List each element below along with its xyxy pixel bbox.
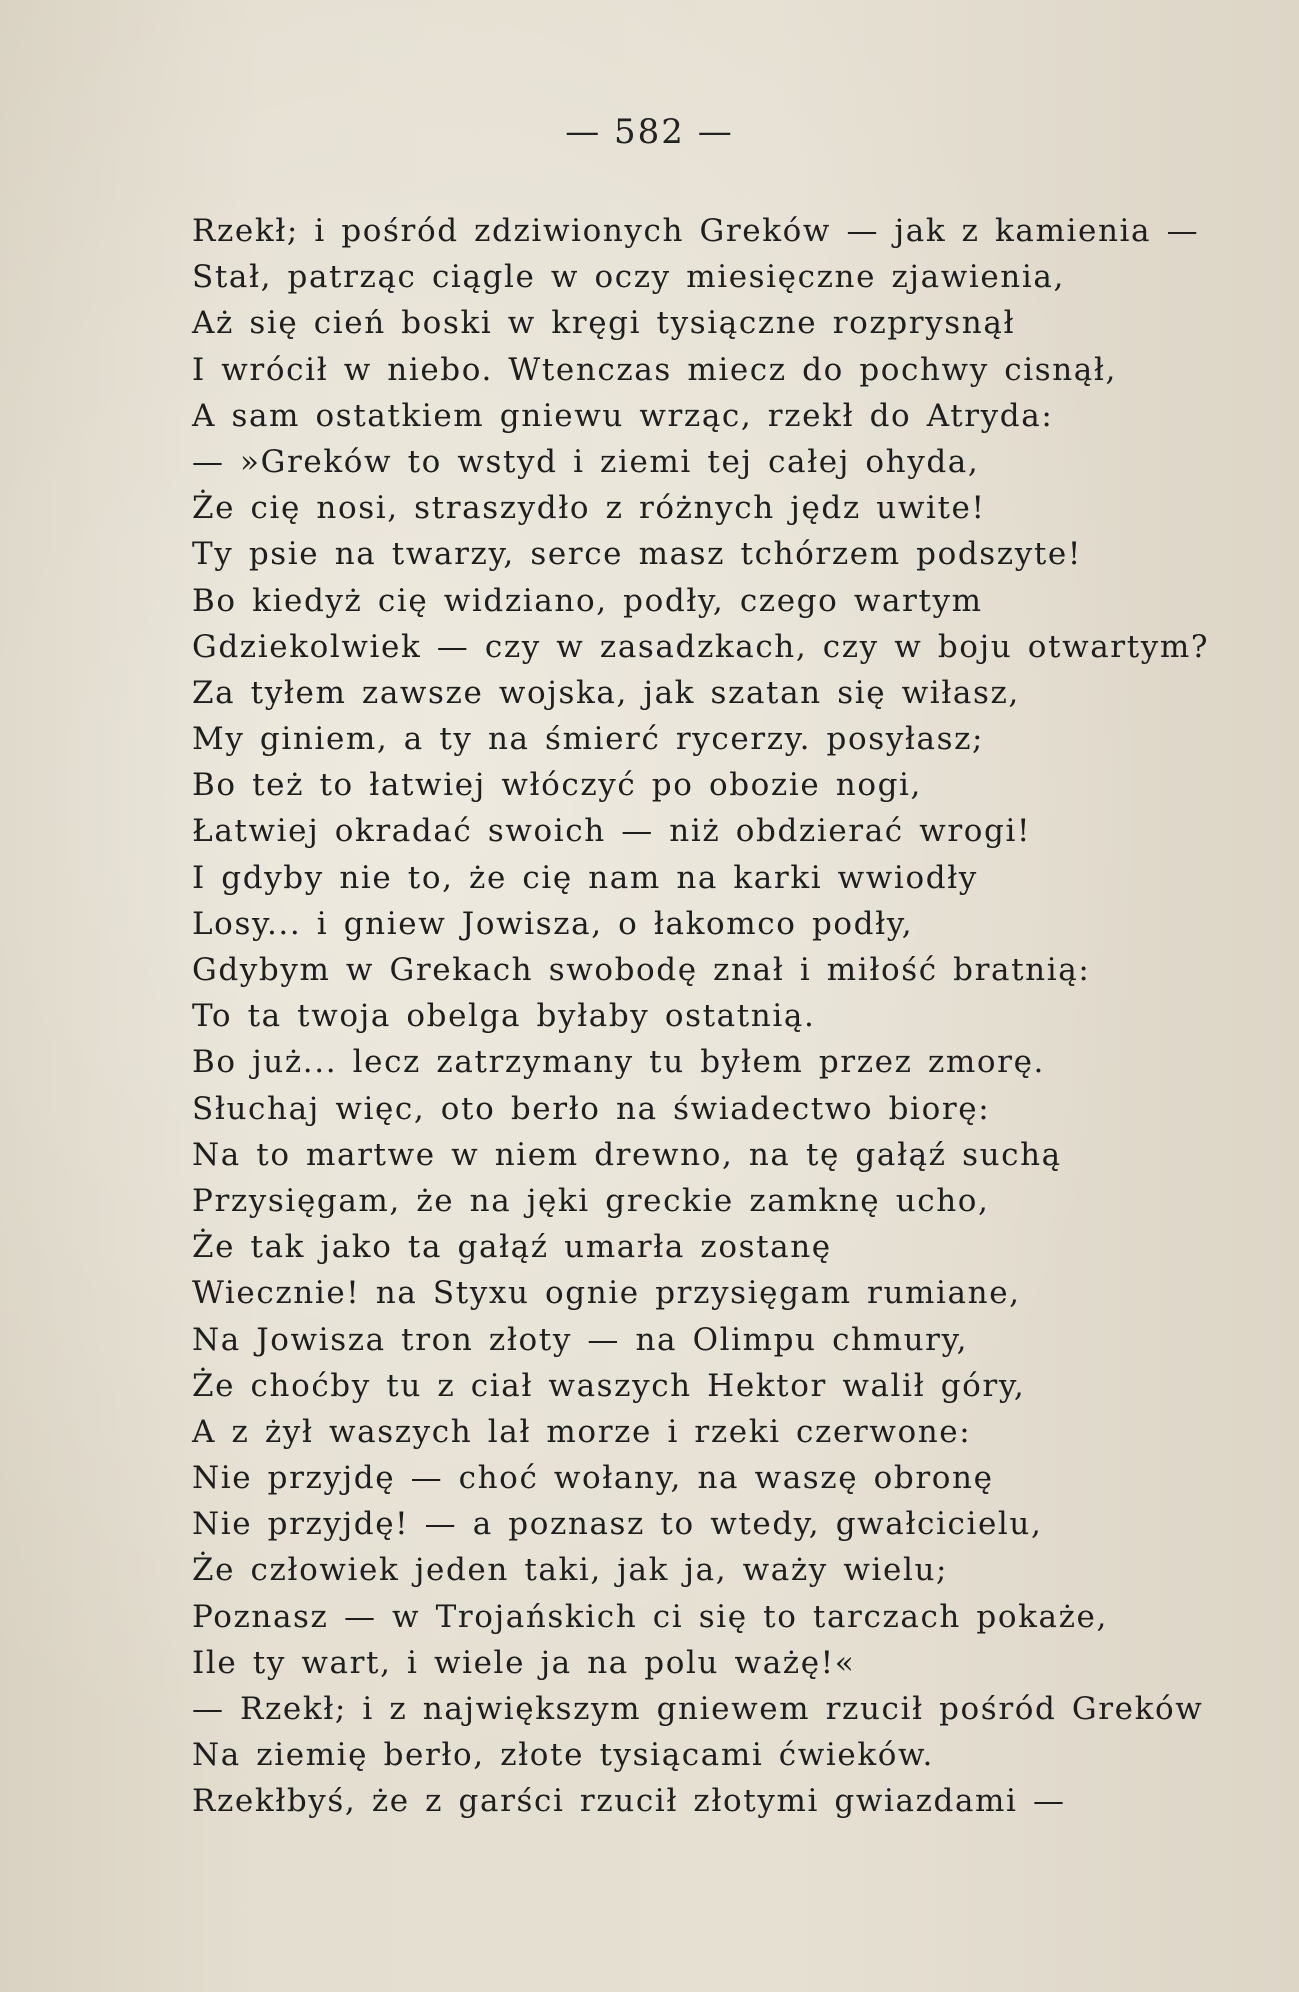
poem-line: Że człowiek jeden taki, jak ja, waży wielu; [192,1552,949,1589]
poem-line: Łatwiej okradać swoich — niż obdzierać wrogi! [192,813,1032,850]
poem-line: Poznasz — w Trojańskich ci się to tarczach pokaże, [192,1598,1108,1635]
poem-text [192,208,1272,1825]
poem-line: A z żył waszych lał morze i rzeki czerwone: [192,1413,972,1450]
poem-line: Bo kiedyż cię widziano, podły, czego wartym [192,582,983,619]
poem-line: I wrócił w niebo. Wtenczas miecz do pochwy cisnął, [192,351,1117,388]
poem-line: Gdziekolwiek — czy w zasadzkach, czy w boju otwartym? [192,628,1210,665]
poem-line: Bo też to łatwiej włóczyć po obozie nogi, [192,767,923,804]
page-number: — 582 — [565,112,734,152]
poem-line: Wiecznie! na Styxu ognie przysięgam rumiane, [192,1275,1021,1312]
poem-line: My giniem, a ty na śmierć rycerzy. posyłasz; [192,721,985,758]
poem-line: Losy... i gniew Jowisza, o łakomco podły, [192,905,914,942]
poem-line: Na Jowisza tron złoty — na Olimpu chmury, [192,1321,969,1358]
poem-line: Że choćby tu z ciał waszych Hektor walił góry, [192,1367,1026,1404]
poem-line: Nie przyjdę! — a poznasz to wtedy, gwałcicielu, [192,1506,1043,1543]
poem-line: Nie przyjdę — choć wołany, na waszę obronę [192,1460,994,1497]
poem-line: Że cię nosi, straszydło z różnych jędz uwite! [192,490,986,527]
poem-line: Rzekłbyś, że z garści rzucił złotymi gwiazdami — [192,1783,1066,1820]
poem-line: I gdyby nie to, że cię nam na karki wwiodły [192,859,978,896]
poem-line: A sam ostatkiem gniewu wrząc, rzekł do Atryda: [192,397,1054,434]
poem-line: Słuchaj więc, oto berło na świadectwo biorę: [192,1090,991,1127]
poem-line: Ile ty wart, i wiele ja na polu ważę!« [192,1644,856,1681]
poem-line: Na to martwe w niem drewno, na tę gałąź suchą [192,1136,1062,1173]
poem-line: Na ziemię berło, złote tysiącami ćwieków. [192,1737,934,1774]
poem-line: Gdybym w Grekach swobodę znał i miłość bratnią: [192,952,1091,988]
poem-line: Aż się cień boski w kręgi tysiączne rozprysnął [192,305,1016,342]
poem-line: Ty psie na twarzy, serce masz tchórzem podszyte! [192,536,1082,573]
poem-line: Że tak jako ta gałąź umarła zostanę [192,1229,832,1266]
poem-line: Rzekł; i pośród zdziwionych Greków — jak z kamienia — [192,213,1200,249]
poem-line: Za tyłem zawsze wojska, jak szatan się wiłasz, [192,674,1020,711]
poem-line: — Rzekł; i z największym gniewem rzucił pośród Greków [192,1691,1204,1727]
poem-line: Przysięgam, że na jęki greckie zamknę ucho, [192,1182,990,1219]
poem-line: Stał, patrząc ciągle w oczy miesięczne zjawienia, [192,259,1065,296]
poem-line: — »Greków to wstyd i ziemi tej całej ohyda, [192,443,980,480]
poem-line: To ta twoja obelga byłaby ostatnią. [192,998,816,1035]
poem-line: Bo już... lecz zatrzymany tu byłem przez zmorę. [192,1044,1045,1081]
